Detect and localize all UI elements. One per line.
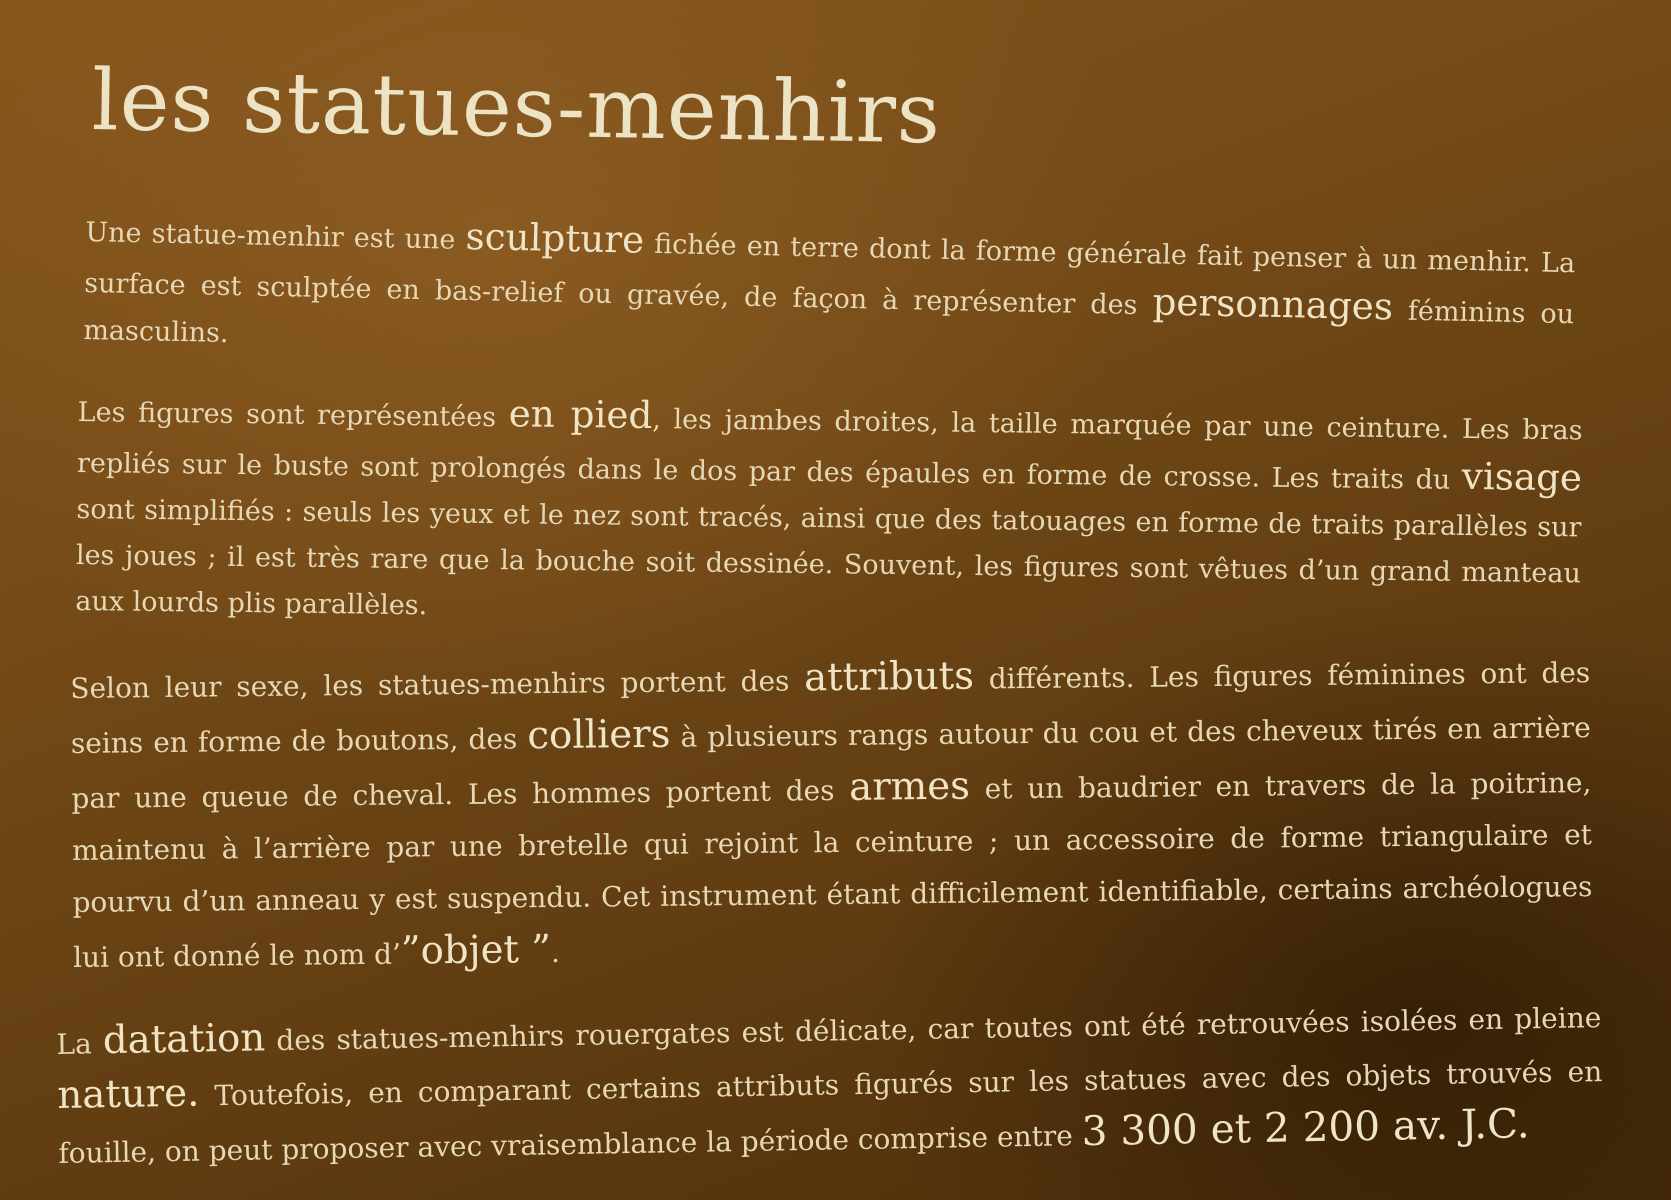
text-run: des statues-menhirs rouergates est délicate, car toutes ont été retrouvées isolées en pleine	[264, 1001, 1602, 1058]
emphasis-word: colliers	[527, 711, 671, 759]
emphasis-word: sculpture	[465, 213, 645, 262]
emphasis-word: personnages	[1152, 279, 1394, 329]
text-run: Une statue-menhir est une	[85, 216, 466, 256]
text-run: sont simplifiés : seuls les yeux et le nez sont tracés, ainsi que des tatouages en forme de traits parallèles sur les joues ; il est très rare que la bouche soit dessinée. Souvent, les figures sont vêtues d’un grand manteau aux lourds plis parallèles.	[75, 493, 1582, 622]
text-run: à plusieurs rangs autour du cou et des cheveux tirés en arrière par une queue de cheval. Les hommes portent des	[71, 711, 1591, 815]
paragraph-figures	[75, 385, 1583, 643]
date-range: 3 300 et 2 200 av. J.C.	[1081, 1099, 1530, 1156]
emphasis-word: en pied	[508, 391, 653, 438]
panel-title: les statues-menhirs	[91, 51, 942, 163]
emphasis-word: visage	[1461, 453, 1583, 500]
text-run: Selon leur sexe, les statues-menhirs portent des	[70, 664, 805, 705]
paragraph-attributs	[70, 644, 1593, 984]
text-run: féminins ou masculins.	[83, 295, 1575, 350]
text-run: , les jambes droites, la taille marquée par une ceinture. Les bras repliés sur le buste sont prolongés dans le dos par des épaules en forme de crosse. Les traits du	[76, 404, 1583, 496]
emphasis-word: datation	[102, 1015, 266, 1064]
text-run: .	[550, 935, 561, 969]
paragraph-datation	[56, 989, 1604, 1179]
text-run: La	[56, 1027, 104, 1061]
text-run: fichée en terre dont la forme générale fait penser à un menhir. La surface est sculptée en bas-relief ou gravée, de façon à représenter des	[84, 228, 1576, 322]
text-run: Toutefois, en comparant certains attributs figurés sur les statues avec des objets trouvés en fouille, on peut proposer avec vraisemblance la période comprise entre	[58, 1055, 1603, 1170]
emphasis-word: ”objet ”	[400, 926, 552, 974]
paragraph-sculpture	[83, 205, 1576, 385]
text-run: et un baudrier en travers de la poitrine, maintenu à l’arrière par une bretelle qui rejoint la ceinture ; un accessoire de forme triangulaire et pourvu d’un anneau y est suspendu. Cet instrument étant difficilement identifiable, certains archéologues lui ont donné le nom d’	[71, 766, 1593, 974]
text-run: Les figures sont représentées	[77, 396, 509, 434]
emphasis-word: nature.	[56, 1070, 200, 1118]
text-run: différents. Les figures féminines ont des seins en forme de boutons, des	[70, 656, 1591, 760]
emphasis-word: armes	[848, 763, 971, 810]
emphasis-word: attributs	[803, 653, 975, 701]
